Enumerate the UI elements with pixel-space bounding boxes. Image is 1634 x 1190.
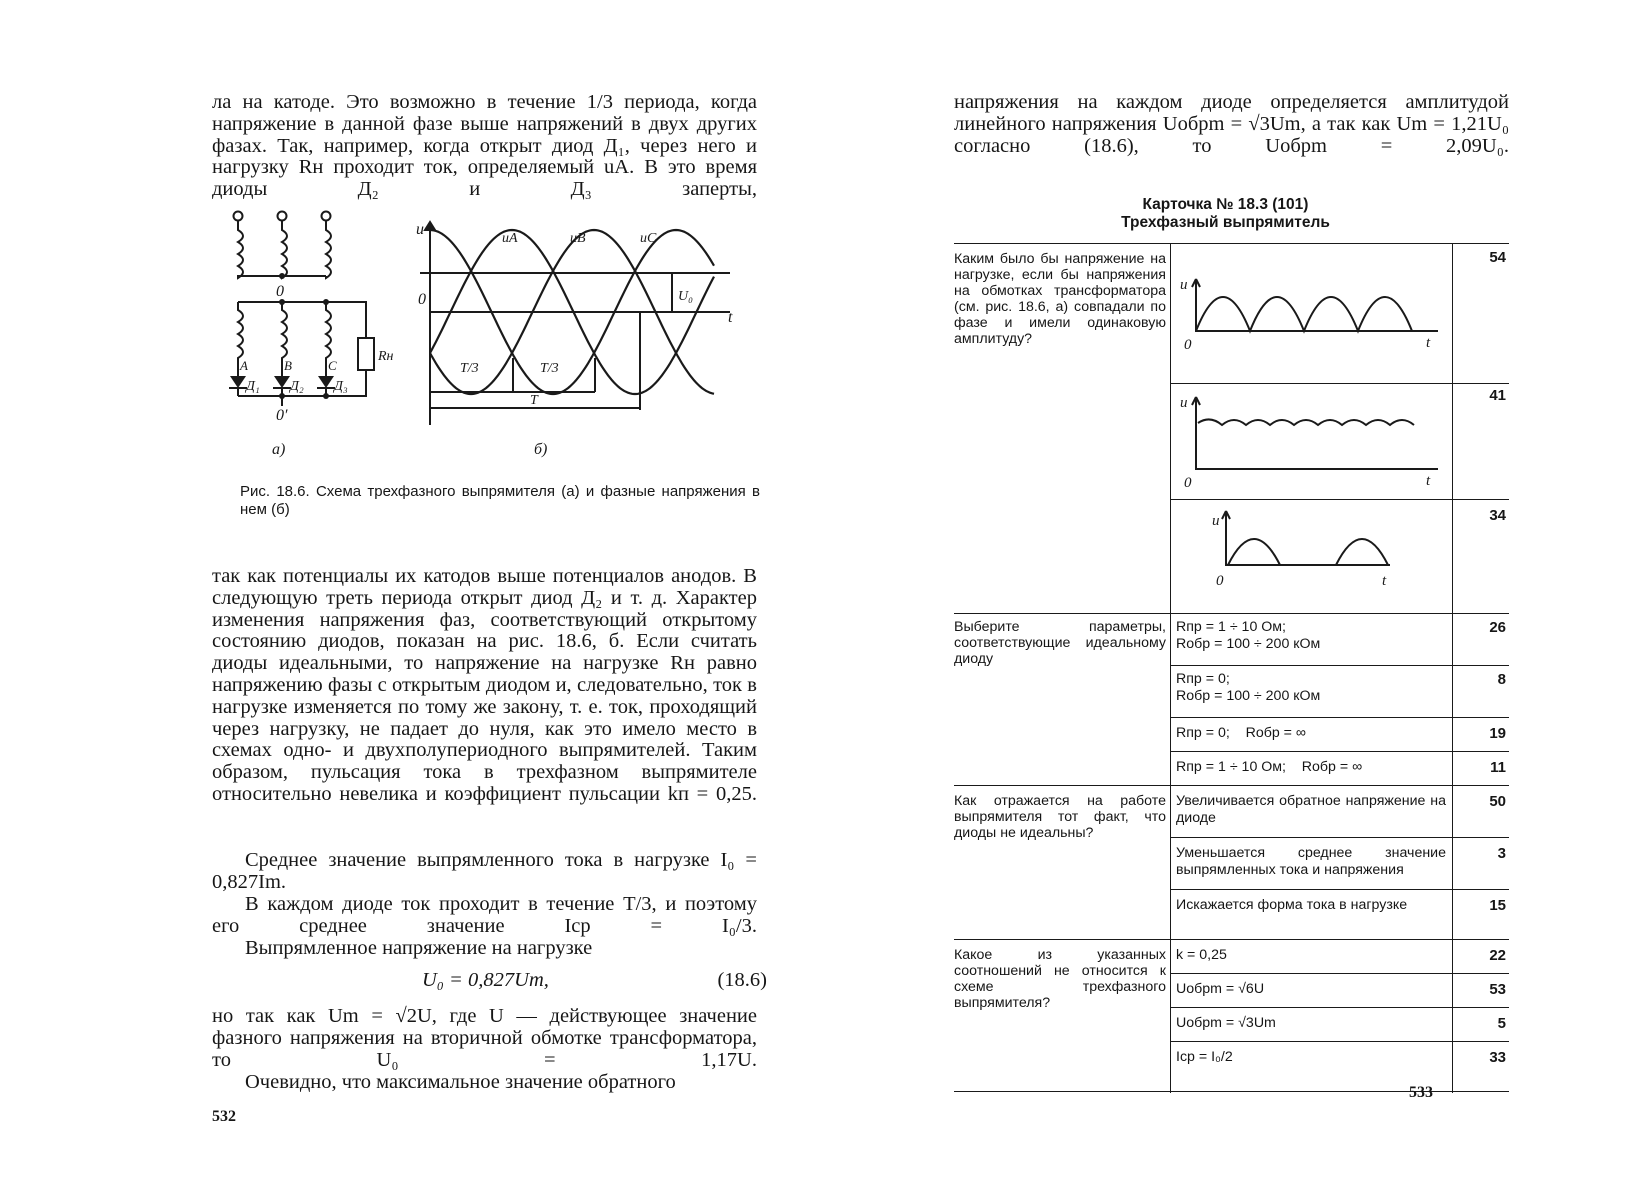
paragraph-reverse-voltage-cont: напряжения на каждом диоде определяется амплитудой линейного напряжения Uобрm = √3Um, а так как Um = 1,21U₀ согласно (18.6), то Uобрm = 2,09U₀. [954,91,1509,157]
formula-expression: U₀ = 0,827Um, [422,969,549,991]
quiz-card [954,243,1509,1098]
graph-t-label: t [1426,335,1431,351]
answer-code: 50 [1489,793,1506,810]
node-0-prime-label: 0′ [276,407,288,424]
answer-code: 22 [1489,947,1506,964]
paragraph-average-current: Среднее значение выпрямленного тока в нагрузке I₀ = 0,827Im. [212,849,757,893]
question-4: Какое из указанных соотношений не относится к схеме трехфазного выпрямителя? [954,947,1166,1011]
answer-option: Uобрm = √3Um [1176,1015,1276,1031]
answer-code: 19 [1489,725,1506,742]
graph-t-label: t [1426,473,1431,489]
answer-option: Rпр = 0; Rобр = 100 ÷ 200 кОм [1176,671,1321,704]
phase-a-label: A [240,358,248,373]
answer-code: 26 [1489,619,1506,636]
paragraph-reverse-voltage: Очевидно, что максимальное значение обратного [245,1071,676,1093]
phase-voltage-plot [416,221,733,458]
paragraph-diode-current: В каждом диоде ток проходит в течение T/3, и поэтому его среднее значение Iср = I₀/3. [212,893,757,937]
answer-code: 33 [1489,1049,1506,1066]
answer-code: 53 [1489,981,1506,998]
uc-label: uC [640,231,657,246]
paragraph-explanation: так как потенциалы их катодов выше потенциалов анодов. В следующую треть периода открыт диод Д₂ и т. д. Характер изменения напряжения фаз, соответствующий открытому состоянию диодов, показан на рис. 18.6, б. Если считать диоды идеальными, то напряжение на нагрузке Rн равно напряжению фазы с открытым диодом и, следовательно, ток в нагрузке изменяется по тому же закону, т. е. ток, проходящий через нагрузку, не падает до нуля, как это имело место в схемах одно- и двухполупериодного выпрямителей. Таким образом, пульсация тока в трехфазном выпрямителе относительно невелика и коэффициент пульсации kп = 0,25. [212,565,757,805]
page-number-left: 532 [212,1108,236,1125]
load-resistor-label: Rн [378,349,394,364]
answer-code: 15 [1489,897,1506,914]
period-label: T [530,393,538,408]
question-2: Выберите параметры, соответствующие идеальному диоду [954,619,1166,667]
figure-caption: Рис. 18.6. Схема трехфазного выпрямителя (а) и фазные напряжения в нем (б) [240,483,760,518]
graph-zero-label: 0 [1184,475,1192,491]
formula-number: (18.6) [717,969,767,991]
option-graph-half-wave [1176,503,1446,611]
subfigure-b-label: б) [534,441,548,458]
answer-option: Uобрm = √6U [1176,981,1265,997]
graph-zero-label: 0 [1216,573,1224,589]
plot-origin-label: 0 [418,291,426,308]
answer-code: 11 [1490,759,1506,776]
answer-option: Rпр = 1 ÷ 10 Ом; Rобр = ∞ [1176,759,1363,775]
node-0-label: 0 [276,283,284,300]
card-title: Карточка № 18.3 (101) [1142,196,1309,213]
option-graph-ripple [1176,387,1446,497]
answer-code: 3 [1497,845,1506,862]
card-subtitle: Трехфазный выпрямитель [1121,214,1330,231]
paragraph-rectified-voltage: Выпрямленное напряжение на нагрузке [245,937,593,959]
graph-u-label: u [1180,395,1188,411]
right-page [817,0,1634,1190]
circuit-diagram [234,212,375,407]
answer-option: Rпр = 1 ÷ 10 Ом; Rобр = 100 ÷ 200 кОм [1176,619,1321,652]
answer-option: Увеличивается обратное напряжение на диоде [1176,793,1446,826]
option-graph-full-wave [1176,249,1446,379]
phase-c-label: C [328,358,337,373]
graph-u-label: u [1180,277,1188,293]
answer-option: Искажается форма тока в нагрузке [1176,897,1408,913]
answer-code: 8 [1497,671,1506,688]
t-third-label-1: T/3 [460,361,479,376]
answer-code: 54 [1489,249,1506,266]
page-number-right: 533 [1409,1084,1433,1101]
subfigure-a-label: а) [272,441,286,458]
figure-18-6 [220,210,760,470]
answer-code: 5 [1497,1015,1506,1032]
answer-option: k = 0,25 [1176,947,1227,963]
diode-d3-label: Д₃ [334,379,348,394]
answer-option: Уменьшается среднее значение выпрямленных тока и напряжения [1176,845,1446,878]
graph-t-label: t [1382,573,1387,589]
plot-t-label: t [728,309,733,326]
plot-u-label: u [416,221,424,238]
paragraph-intro: ла на катоде. Это возможно в течение 1/3 периода, когда напряжение в данной фазе выше напряжений в двух других фазах. Так, например, когда открыт диод Д₁, через него и нагрузку Rн проходит ток, определяемый uA. В это время диоды Д₂ и Д₃ заперты, [212,91,757,201]
answer-option: Rпр = 0; Rобр = ∞ [1176,725,1307,741]
ub-label: uB [570,231,586,246]
question-3: Как отражается на работе выпрямителя тот факт, что диоды не идеальны? [954,793,1166,841]
graph-u-label: u [1212,513,1220,529]
ua-label: uA [502,231,518,246]
u0-label: U₀ [678,289,693,304]
formula-18-6 [212,968,767,992]
answer-code: 41 [1489,387,1506,404]
answer-option: Iср = I₀/2 [1176,1049,1233,1065]
phase-b-label: B [284,358,292,373]
answer-code: 34 [1489,507,1506,524]
diode-d1-label: Д₁ [246,379,260,394]
graph-zero-label: 0 [1184,337,1192,353]
question-1: Каким было бы напряжение на нагрузке, если бы напряжения на обмотках трансформатора (см. рис. 18.6, а) совпадали по фазе и имели одинаковую амплитуду? [954,251,1166,347]
paragraph-phase-voltage: но так как Um = √2U, где U — действующее значение фазного напряжения на вторичной обмотке трансформатора, то U₀ = 1,17U. [212,1005,757,1071]
t-third-label-2: T/3 [540,361,559,376]
diode-d2-label: Д₂ [290,379,304,394]
